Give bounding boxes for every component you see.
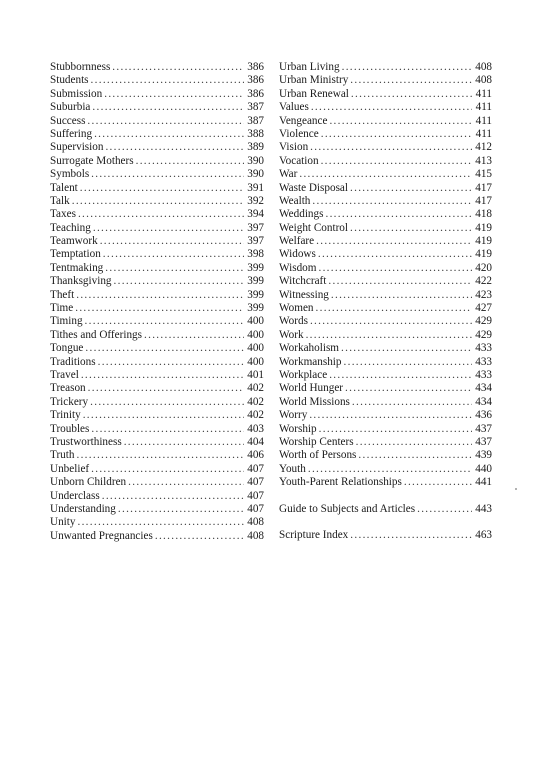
dot-leader (77, 516, 244, 529)
dot-leader (144, 329, 244, 342)
index-entry (50, 423, 264, 436)
index-page-number: 397 (247, 221, 264, 234)
index-entry (279, 115, 492, 128)
index-entry (279, 74, 492, 87)
index-entry (279, 101, 492, 114)
index-page-number: 406 (247, 449, 264, 462)
index-term: Stubbornness (50, 61, 111, 73)
section-spacer (279, 490, 492, 503)
index-term: Supervision (50, 141, 104, 154)
dot-leader (356, 436, 472, 449)
index-term: Workmanship (279, 355, 342, 368)
index-entry (279, 342, 492, 355)
index-entry (50, 115, 264, 128)
dot-leader (91, 423, 244, 436)
index-term: Surrogate Mothers (50, 154, 134, 167)
dot-leader (128, 476, 244, 489)
index-entry (279, 208, 492, 221)
index-entry (50, 182, 264, 195)
index-page-number: 391 (247, 181, 264, 194)
dot-leader (103, 248, 244, 261)
index-page-number: 400 (247, 315, 264, 328)
index-entry (50, 530, 264, 543)
index-term: Worth of Persons (279, 449, 357, 462)
dot-leader (102, 490, 244, 503)
dot-leader (299, 168, 472, 181)
index-page-number: 420 (475, 261, 492, 274)
index-page-number: 387 (247, 114, 264, 127)
dot-leader (105, 262, 244, 275)
index-entry (279, 61, 492, 74)
dot-leader (105, 141, 244, 154)
index-term: Traditions (50, 355, 96, 368)
dot-leader (87, 115, 244, 128)
dot-leader (318, 262, 472, 275)
index-entry (279, 529, 492, 542)
index-entry (279, 329, 492, 342)
index-term: Truth (50, 449, 75, 462)
index-term: Urban Renewal (279, 87, 349, 100)
index-term: Teamwork (50, 235, 98, 248)
dot-leader (351, 88, 472, 101)
index-term: Urban Living (279, 61, 340, 73)
index-entry (50, 463, 264, 476)
dot-leader (312, 195, 472, 208)
index-page-number: 400 (247, 342, 264, 355)
index-entry (279, 141, 492, 154)
index-term: Widows (279, 248, 316, 261)
dot-leader (352, 396, 472, 409)
index-entry (279, 356, 492, 369)
index-entry (279, 262, 492, 275)
index-page-number: 407 (247, 476, 264, 489)
index-entry (50, 449, 264, 462)
index-page-number: 400 (247, 328, 264, 341)
index-entry (50, 356, 264, 369)
index-page-number: 415 (475, 168, 492, 181)
index-term: Worship (279, 422, 317, 435)
index-entry (50, 248, 264, 261)
index-term: Travel (50, 368, 79, 381)
dot-leader (118, 503, 244, 516)
dot-leader (72, 195, 244, 208)
dot-leader (358, 449, 472, 462)
index-entry (279, 409, 492, 422)
index-page-number: 412 (475, 141, 492, 154)
index-page-number: 386 (247, 87, 264, 100)
index-page-number: 390 (247, 154, 264, 167)
index-entry (50, 302, 264, 315)
index-entry (279, 463, 492, 476)
index-term: Guide to Subjects and Articles (279, 502, 416, 515)
index-entry (50, 342, 264, 355)
index-page-number: 417 (475, 194, 492, 207)
index-page-number: 434 (475, 395, 492, 408)
index-page-number: 407 (247, 462, 264, 475)
dot-leader (78, 208, 244, 221)
index-page-number: 408 (475, 74, 492, 87)
index-term: Time (50, 302, 74, 315)
index-entry (50, 275, 264, 288)
index-page-number: 398 (247, 248, 264, 261)
dot-leader (85, 342, 244, 355)
index-entry (279, 88, 492, 101)
dot-leader (309, 409, 472, 422)
index-page-number: 386 (247, 74, 264, 87)
index-entry (279, 235, 492, 248)
index-term: Trickery (50, 395, 89, 408)
index-page-number: 433 (475, 355, 492, 368)
dot-leader (404, 476, 472, 489)
index-page-number: 411 (475, 87, 492, 100)
index-entry (279, 155, 492, 168)
index-page-number: 443 (475, 502, 492, 515)
index-entry (50, 168, 264, 181)
index-entry (279, 449, 492, 462)
index-entry (279, 182, 492, 195)
index-page-number: 386 (247, 61, 264, 73)
index-term: Symbols (50, 168, 90, 181)
dot-leader (350, 529, 472, 542)
index-page-number: 394 (247, 208, 264, 221)
dot-leader (417, 503, 472, 516)
index-page-number: 429 (475, 328, 492, 341)
index-entry (279, 503, 492, 516)
index-term: Talent (50, 181, 78, 194)
dot-leader (341, 342, 472, 355)
index-page-number: 404 (247, 435, 264, 448)
index-page-number: 411 (475, 101, 492, 114)
index-term: Witnessing (279, 288, 329, 301)
index-term: Wisdom (279, 261, 317, 274)
index-entry (279, 436, 492, 449)
dot-leader (91, 74, 244, 87)
dot-leader (124, 436, 244, 449)
index-entry (50, 369, 264, 382)
index-term: Understanding (50, 502, 116, 515)
dot-leader (328, 275, 472, 288)
dot-leader (329, 115, 472, 128)
dot-leader (155, 530, 244, 543)
dot-leader (80, 182, 244, 195)
index-page-number: 407 (247, 502, 264, 515)
index-entry (279, 315, 492, 328)
index-page-number: 399 (247, 261, 264, 274)
dot-leader (310, 141, 472, 154)
index-term: Urban Ministry (279, 74, 349, 87)
index-page-number: 440 (475, 462, 492, 475)
index-entry (50, 74, 264, 87)
index-entry (279, 289, 492, 302)
index-page-number: 389 (247, 141, 264, 154)
index-entry (50, 436, 264, 449)
index-entry (50, 289, 264, 302)
dot-leader (100, 235, 244, 248)
page-speck (515, 488, 517, 490)
index-term: Temptation (50, 248, 101, 261)
index-entry (50, 516, 264, 529)
dot-leader (104, 88, 244, 101)
dot-leader (91, 168, 244, 181)
index-term: Weddings (279, 208, 324, 221)
index-page-number: 401 (247, 368, 264, 381)
dot-leader (319, 423, 472, 436)
index-page-number: 411 (475, 127, 492, 140)
index-term: World Missions (279, 395, 350, 408)
index-page-number: 402 (247, 382, 264, 395)
index-page-number: 402 (247, 395, 264, 408)
dot-leader (345, 382, 472, 395)
index-term: Weight Control (279, 221, 349, 234)
index-page-number: 437 (475, 422, 492, 435)
index-term: Trustworthiness (50, 435, 122, 448)
index-term: Teaching (50, 221, 91, 234)
index-entry (50, 396, 264, 409)
index-page-number: 419 (475, 235, 492, 248)
index-page-number: 403 (247, 422, 264, 435)
index-entry (50, 88, 264, 101)
index-term: Suffering (50, 127, 93, 140)
index-page-number: 408 (475, 61, 492, 73)
index-page-number: 419 (475, 248, 492, 261)
dot-leader (90, 396, 244, 409)
dot-leader (311, 101, 472, 114)
index-page-number: 408 (247, 529, 264, 542)
dot-leader (344, 356, 473, 369)
index-term: Tithes and Offerings (50, 328, 142, 341)
index-term: Submission (50, 87, 103, 100)
index-entry (279, 128, 492, 141)
index-page-number: 423 (475, 288, 492, 301)
index-term: Unbelief (50, 462, 90, 475)
dot-leader (92, 101, 244, 114)
index-term: Youth (279, 462, 306, 475)
index-entry (50, 476, 264, 489)
dot-leader (318, 248, 472, 261)
index-page-number: 399 (247, 302, 264, 315)
index-page-number: 413 (475, 154, 492, 167)
index-term: Worship Centers (279, 435, 354, 448)
index-entry (50, 141, 264, 154)
index-page-number: 434 (475, 382, 492, 395)
index-term: Workaholism (279, 342, 340, 355)
dot-leader (76, 289, 244, 302)
index-term: Work (279, 328, 304, 341)
index-term: Vision (279, 141, 309, 154)
index-page-number: 408 (247, 516, 264, 529)
index-page-number: 433 (475, 368, 492, 381)
index-term: Unity (50, 516, 76, 529)
index-page-number: 427 (475, 302, 492, 315)
index-term: Waste Disposal (279, 181, 349, 194)
index-page-number: 402 (247, 409, 264, 422)
index-term: Wealth (279, 194, 311, 207)
dot-leader (350, 74, 472, 87)
index-page-number: 422 (475, 275, 492, 288)
index-term: Troubles (50, 422, 90, 435)
index-term: Workplace (279, 368, 328, 381)
index-page-number: 463 (475, 528, 492, 541)
index-entry (50, 61, 264, 74)
index-entry (50, 490, 264, 503)
index-entry (279, 302, 492, 315)
index-entry (279, 248, 492, 261)
dot-leader (94, 128, 244, 141)
index-entry (50, 329, 264, 342)
index-page-number: 419 (475, 221, 492, 234)
index-entry (50, 208, 264, 221)
index-term: Thanksgiving (50, 275, 112, 288)
index-page-number: 390 (247, 168, 264, 181)
dot-leader (76, 449, 244, 462)
index-term: Trinity (50, 409, 81, 422)
index-term: Unwanted Pregnancies (50, 529, 153, 542)
index-page-number: 417 (475, 181, 492, 194)
index-entry (279, 369, 492, 382)
index-entry (50, 409, 264, 422)
dot-leader (321, 155, 472, 168)
dot-leader (331, 289, 472, 302)
index-term: Taxes (50, 208, 76, 221)
index-entry (50, 262, 264, 275)
index-term: Vocation (279, 154, 319, 167)
index-page-number: 407 (247, 489, 264, 502)
dot-leader (325, 208, 472, 221)
index-page-number: 411 (475, 114, 492, 127)
index-page-number: 388 (247, 127, 264, 140)
dot-leader (81, 369, 244, 382)
index-entry (50, 195, 264, 208)
index-column-left (50, 61, 264, 543)
index-term: Values (279, 101, 309, 114)
index-page-number: 433 (475, 342, 492, 355)
index-entry (279, 476, 492, 489)
dot-leader (136, 155, 244, 168)
index-page-number: 399 (247, 275, 264, 288)
index-page-number: 437 (475, 435, 492, 448)
index-term: Witchcraft (279, 275, 327, 288)
index-term: Underclass (50, 489, 100, 502)
index-entry (50, 101, 264, 114)
index-entry (279, 275, 492, 288)
dot-leader (350, 222, 472, 235)
index-entry (50, 503, 264, 516)
index-entry (50, 315, 264, 328)
index-page-number: 441 (475, 476, 492, 489)
index-page-number: 399 (247, 288, 264, 301)
dot-leader (83, 409, 244, 422)
dot-leader (308, 463, 472, 476)
dot-leader (329, 369, 472, 382)
index-entry (50, 128, 264, 141)
index-term: Scripture Index (279, 528, 349, 541)
dot-leader (88, 382, 244, 395)
index-term: Students (50, 74, 89, 87)
dot-leader (310, 315, 472, 328)
index-term: Words (279, 315, 308, 328)
index-column-right (279, 61, 492, 542)
index-term: Tongue (50, 342, 84, 355)
index-page-number: 429 (475, 315, 492, 328)
index-term: Talk (50, 194, 70, 207)
dot-leader (350, 182, 472, 195)
index-page-number: 400 (247, 355, 264, 368)
index-term: Theft (50, 288, 75, 301)
index-term: Timing (50, 315, 83, 328)
dot-leader (93, 222, 244, 235)
index-term: Success (50, 114, 86, 127)
index-entry (279, 396, 492, 409)
index-term: Violence (279, 127, 319, 140)
section-spacer (279, 516, 492, 529)
dot-leader (112, 61, 244, 74)
index-term: Unborn Children (50, 476, 127, 489)
index-term: World Hunger (279, 382, 344, 395)
dot-leader (75, 302, 244, 315)
index-page-number: 387 (247, 101, 264, 114)
index-entry (279, 168, 492, 181)
dot-leader (316, 235, 472, 248)
index-page-number: 397 (247, 235, 264, 248)
index-page-number: 392 (247, 194, 264, 207)
index-term: Suburbia (50, 101, 91, 114)
index-term: Treason (50, 382, 86, 395)
index-page-number: 436 (475, 409, 492, 422)
index-term: Vengeance (279, 114, 328, 127)
index-page-number: 439 (475, 449, 492, 462)
index-term: Worry (279, 409, 308, 422)
index-term: Welfare (279, 235, 315, 248)
index-entry (279, 222, 492, 235)
dot-leader (321, 128, 472, 141)
dot-leader (91, 463, 244, 476)
dot-leader (306, 329, 472, 342)
index-entry (50, 235, 264, 248)
dot-leader (342, 61, 472, 74)
dot-leader (98, 356, 244, 369)
index-entry (279, 382, 492, 395)
index-term: Women (279, 302, 314, 315)
index-entry (50, 155, 264, 168)
index-entry (50, 382, 264, 395)
index-page-number: 418 (475, 208, 492, 221)
dot-leader (316, 302, 472, 315)
index-term: War (279, 168, 298, 181)
index-entry (279, 423, 492, 436)
index-term: Tentmaking (50, 261, 104, 274)
dot-leader (85, 315, 244, 328)
dot-leader (114, 275, 244, 288)
index-entry (50, 222, 264, 235)
index-term: Youth-Parent Relationships (279, 476, 402, 489)
index-entry (279, 195, 492, 208)
